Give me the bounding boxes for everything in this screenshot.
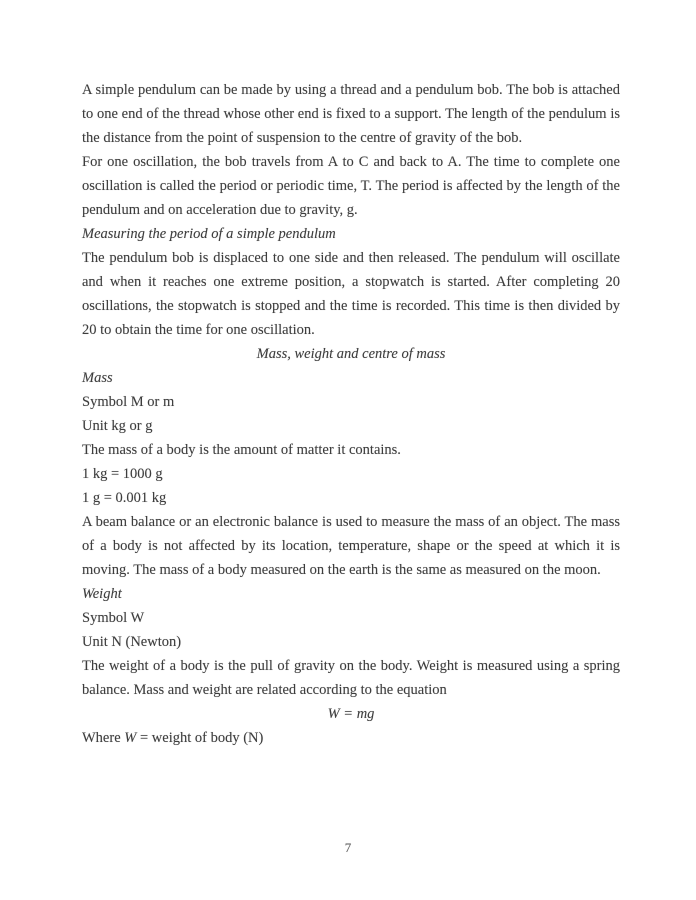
mass-heading: Mass: [82, 370, 113, 386]
mass-conversion-line-1: 1 kg = 1000 g: [82, 466, 163, 482]
mass-definition-line: The mass of a body is the amount of matter it contains.: [82, 442, 401, 458]
mass-symbol-line: Symbol M or m: [82, 394, 175, 410]
weight-description-paragraph: The weight of a body is the pull of gravity on the body. Weight is measured using a spring balance. Mass and weight are related according to the equation: [82, 658, 620, 698]
weight-symbol-line: Symbol W: [82, 610, 145, 626]
equation-where-line: [82, 726, 620, 750]
page-number: 7: [344, 840, 352, 855]
where-definition-text: = weight of body (N): [136, 730, 264, 746]
measuring-period-paragraph: The pendulum bob is displaced to one side and then released. The pendulum will oscillate and when it reaches one extreme position, a stopwatch is started. After completing 20 oscillations, the stopwatch is stopped and the time is recorded. This time is then divided by 20 to obtain the time for one oscillation.: [82, 250, 620, 338]
where-prefix-text: Where: [82, 730, 125, 746]
weight-unit-line: Unit N (Newton): [82, 634, 182, 650]
measuring-period-heading: Measuring the period of a simple pendulum: [82, 226, 336, 242]
intro-paragraph-2: For one oscillation, the bob travels from A to C and back to A. The time to complete one oscillation is called the period or periodic time, T. The period is affected by the length of the pendulum and on acceleration due to gravity, g.: [82, 154, 620, 218]
weight-heading: Weight: [82, 586, 122, 602]
intro-paragraph-1: A simple pendulum can be made by using a thread and a pendulum bob. The bob is attached to one end of the thread whose other end is fixed to a support. The length of the pendulum is the distance from the point of suspension to the centre of gravity of the bob.: [82, 82, 620, 146]
weight-equation: W = mg: [327, 706, 375, 722]
mass-description-paragraph: A beam balance or an electronic balance is used to measure the mass of an object. The mass of a body is not affected by its location, temperature, shape or the speed at which it is moving. The mass of a body measured on the earth is the same as measured on the moon.: [82, 514, 620, 578]
mass-conversion-line-2: 1 g = 0.001 kg: [82, 490, 167, 506]
mass-weight-centre-heading: Mass, weight and centre of mass: [256, 346, 446, 362]
mass-unit-line: Unit kg or g: [82, 418, 153, 434]
where-variable-symbol: W: [124, 730, 137, 746]
